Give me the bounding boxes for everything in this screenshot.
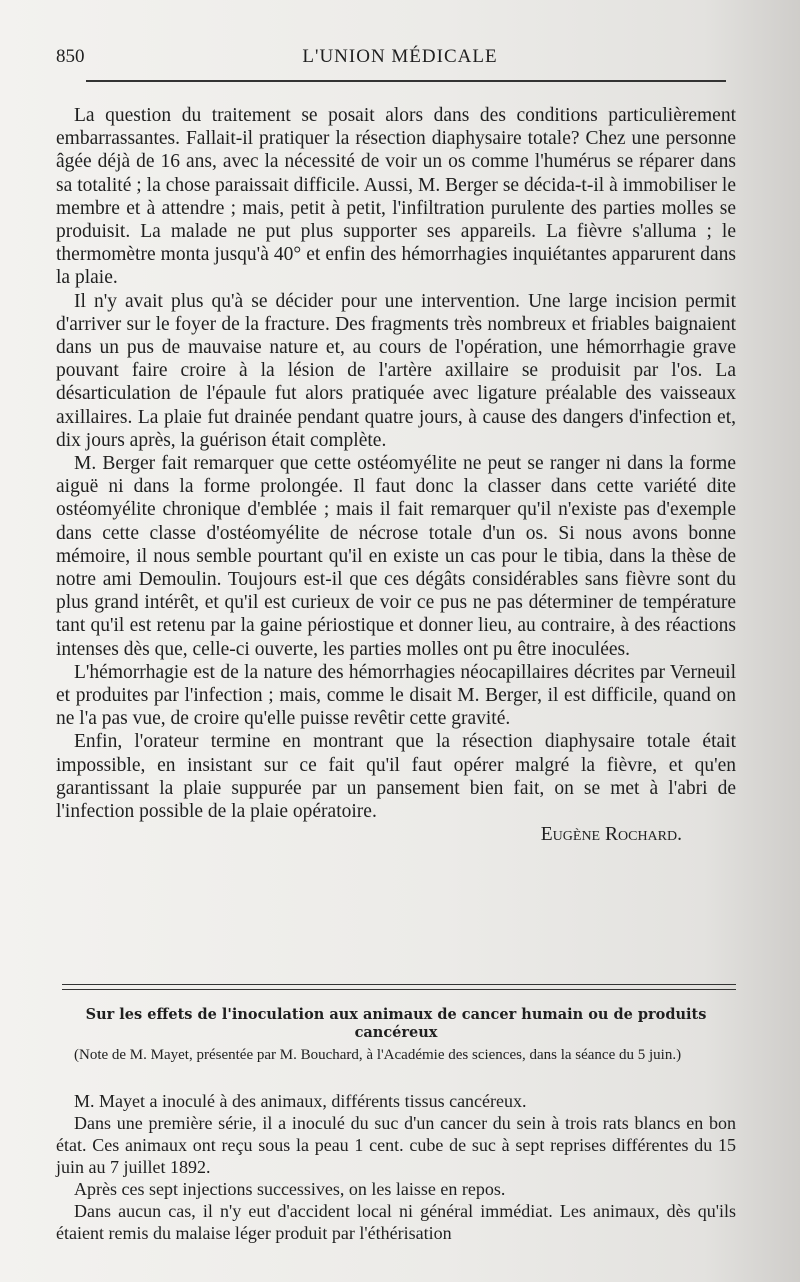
journal-title: L'UNION MÉDICALE xyxy=(302,46,498,67)
section-title-line: cancéreux xyxy=(354,1024,438,1041)
page-number: 850 xyxy=(56,46,85,67)
section-title-line: Sur les effets de l'inoculation aux animaux de cancer humain ou de produits xyxy=(85,1006,707,1023)
section-title xyxy=(56,1006,736,1042)
article-body-continued xyxy=(56,104,736,847)
note-text: (Note de M. Mayet, présentée par M. Bouchard, à l'Académie des sciences, dans la séance du 5 juin.) xyxy=(74,1047,682,1063)
header-rule xyxy=(86,80,726,82)
paragraph: Il n'y avait plus qu'à se décider pour une intervention. Une large incision permit d'arriver sur le foyer de la fracture. Des fragments très nombreux et friables baignaient dans un pus de mauvaise nature et, au cours de l'opération, une hémorrhagie grave pouvant faire croire à la lésion de l'artère axillaire se produisit par l'os. La désarticulation de l'épaule fut alors pratiquée avec ligature préalable des vaisseaux axillaires. La plaie fut drainée pendant quatre jours, à cause des dangers d'infection et, dix jours après, la guérison était complète. xyxy=(56,290,736,451)
paragraph: Enfin, l'orateur termine en montrant que la résection diaphysaire totale était impossible, en insistant sur ce fait qu'il faut opérer malgré la fièvre, et qu'en garantissant la plaie suppurée par un pansement bien fait, on se met à l'abri de l'infection possible de la plaie opératoire. xyxy=(56,731,736,823)
paragraph: La question du traitement se posait alors dans des conditions particulièrement embarrassantes. Fallait-il pratiquer la résection diaphysaire totale? Chez une personne âgée déjà de 16 ans, avec la nécessité de voir un os comme l'humérus se réparer dans sa totalité ; la chose paraissait difficile. Aussi, M. Berger se décida-t-il à immobiliser le membre et à attendre ; mais, petit à petit, l'infiltration purulente des parties molles se produisit. La malade ne put plus supporter ses appareils. La fièvre s'alluma ; le thermomètre monta jusqu'à 40° et enfin des hémorrhagies inquiétantes apparurent dans la plaie. xyxy=(56,105,736,289)
paragraph: M. Berger fait remarquer que cette ostéomyélite ne peut se ranger ni dans la forme aiguë ni dans la forme prolongée. Il faut donc la classer dans cette variété dite ostéomyélite chronique d'emblée ; mais il fait remarquer qu'il n'existe pas d'exemple dans cette classe d'ostéomyélite de nécrose totale d'un os. Si nous avons bonne mémoire, il nous semble pourtant qu'il en existe un cas pour le tibia, dans la thèse de notre ami Demoulin. Toujours est-il que ces dégâts considérables sans fièvre sont du plus grand intérêt, et qu'il est curieux de voir ce pus ne pas déterminer de température tant qu'il est retenu par la gaine périostique et donner lieu, au contraire, à des réactions intenses dès que, celle-ci ouverte, les parties molles ont pu être inoculées. xyxy=(56,453,736,660)
author-signature: Eugène Rochard. xyxy=(540,824,682,846)
paragraph: Dans aucun cas, il n'y eut d'accident local ni général immédiat. Les animaux, dès qu'ils étaient remis du malaise léger produit par l'éthérisation xyxy=(56,1201,736,1243)
section-separator xyxy=(62,984,736,990)
paragraph: Après ces sept injections successives, on les laisse en repos. xyxy=(74,1179,506,1199)
section-note xyxy=(56,1046,736,1065)
paragraph: L'hémorrhagie est de la nature des hémorrhagies néocapillaires décrites par Verneuil et produites par l'infection ; mais, comme le disait M. Berger, il est difficile, quand on ne l'a pas vue, de croire qu'elle puisse revêtir cette gravité. xyxy=(56,661,736,730)
running-header xyxy=(0,46,800,76)
article-body xyxy=(56,1090,736,1244)
paragraph: Dans une première série, il a inoculé du suc d'un cancer du sein à trois rats blancs en bon état. Ces animaux ont reçu sous la peau 1 cent. cube de suc à sept reprises différentes du 15 juin au 7 juillet 1892. xyxy=(56,1113,736,1177)
paragraph: M. Mayet a inoculé à des animaux, différents tissus cancéreux. xyxy=(74,1091,527,1111)
